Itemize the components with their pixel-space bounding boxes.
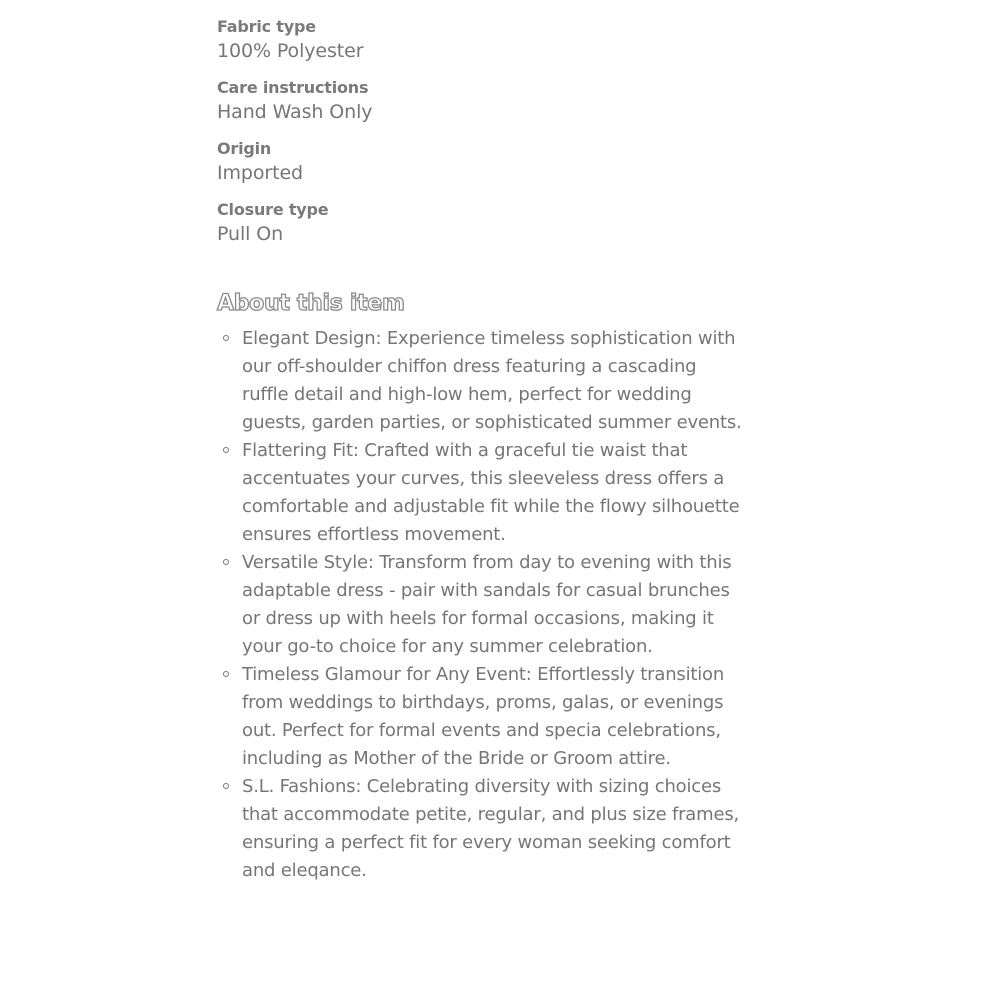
spec-value: Hand Wash Only <box>217 101 373 123</box>
list-item <box>217 549 747 661</box>
spec-closure-type <box>217 199 747 247</box>
list-item <box>217 325 747 437</box>
spec-label: Care instructions <box>217 78 369 97</box>
circle-bullet-icon <box>223 447 229 453</box>
bullet-text: Timeless Glamour for Any Event: Effortlessly transition from weddings to birthdays, proms, galas, or evenings out. Perfect for formal events and specia celebrations, including as Mother of the Bride or Groom attire. <box>242 664 725 769</box>
circle-bullet-icon <box>223 783 229 789</box>
spec-label: Origin <box>217 139 272 158</box>
bullet-text: Flattering Fit: Crafted with a graceful tie waist that accentuates your curves, this sleeveless dress offers a comfortable and adjustable fit while the flowy silhouette ensures effortless movement. <box>242 440 740 545</box>
spec-fabric-type <box>217 16 747 64</box>
about-bullet-list <box>217 325 747 885</box>
about-section-heading: About this item <box>217 291 405 316</box>
spec-care-instructions <box>217 77 747 125</box>
spec-value: Pull On <box>217 223 284 245</box>
spec-value: Imported <box>217 162 304 184</box>
circle-bullet-icon <box>223 335 229 341</box>
spec-value: 100% Polyester <box>217 40 364 62</box>
list-item <box>217 661 747 773</box>
list-item <box>217 437 747 549</box>
list-item <box>217 773 747 885</box>
spec-label: Closure type <box>217 200 329 219</box>
bullet-text: Versatile Style: Transform from day to evening with this adaptable dress - pair with sandals for casual brunches or dress up with heels for formal occasions, making it your go-to choice for any summer celebration. <box>242 552 732 657</box>
bullet-text: Elegant Design: Experience timeless sophistication with our off-shoulder chiffon dress featuring a cascading ruffle detail and high-low hem, perfect for wedding guests, garden parties, or sophisticated summer events. <box>242 328 742 433</box>
bullet-text: S.L. Fashions: Celebrating diversity with sizing choices that accommodate petite, regular, and plus size frames, ensuring a perfect fit for every woman seeking comfort and eleqance. <box>242 776 740 881</box>
circle-bullet-icon <box>223 671 229 677</box>
product-details <box>217 16 747 885</box>
spec-origin <box>217 138 747 186</box>
spec-label: Fabric type <box>217 17 316 36</box>
circle-bullet-icon <box>223 559 229 565</box>
